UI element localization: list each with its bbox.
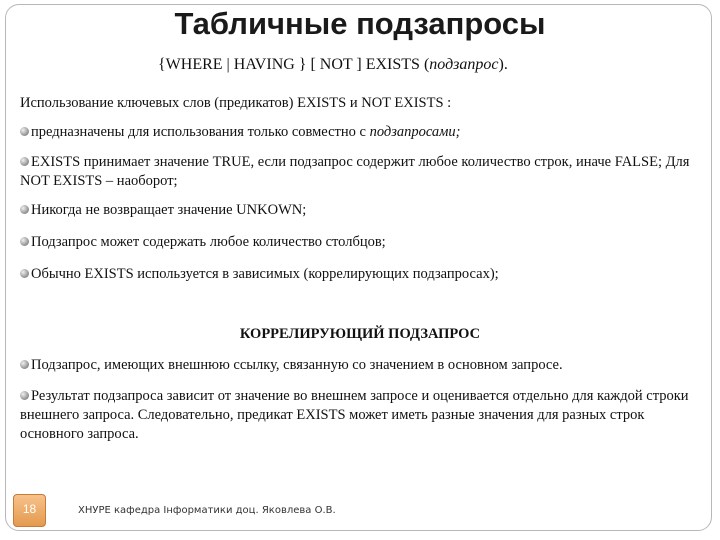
bullet-item [20,265,700,284]
bullet-icon [20,391,29,400]
page-number: 18 [22,502,37,516]
syntax-line [158,56,508,74]
bullet-item [20,123,700,142]
bullet-icon [20,205,29,214]
bullet-text: Обычно EXISTS используется в зависимых (коррелирующих подзапросах); [31,266,499,282]
bullet-italic-text: подзапросами; [369,124,461,140]
bullet-text: Подзапрос может содержать любое количество столбцов; [31,234,386,250]
bullet-item [20,153,700,191]
bullet-item [20,387,700,444]
bullet-text: Никогда не возвращает значение UNKOWN; [31,202,307,218]
bullet-icon [20,127,29,136]
slide-title: Табличные подзапросы [174,6,546,41]
bullet-icon [20,237,29,246]
intro-text: Использование ключевых слов (предикатов) EXISTS и NOT EXISTS : [20,95,452,111]
bullet-item [20,233,700,252]
section-heading: КОРРЕЛИРУЮЩИЙ ПОДЗАПРОС [239,326,481,342]
syntax-prefix: {WHERE | HAVING } [ NOT ] EXISTS ( [158,56,430,73]
page-number-badge [13,494,46,527]
bullet-icon [20,157,29,166]
bullet-text: Результат подзапроса зависит от значение во внешнем запросе и оценивается отдельно для каждой строки внешнего запроса. Следовательно, предикат EXISTS может иметь разные значения для разных строк основного запроса. [20,388,689,442]
syntax-italic: подзапрос [429,56,499,73]
bullet-text: Подзапрос, имеющих внешнюю ссылку, связанную со значением в основном запросе. [31,357,563,373]
syntax-suffix: ). [498,56,508,73]
bullet-text: EXISTS принимает значение TRUE, если подзапрос содержит любое количество строк, иначе FALSE; Для NOT EXISTS – наоборот; [20,154,690,189]
bullet-icon [20,360,29,369]
bullet-item [20,201,700,220]
bullet-icon [20,269,29,278]
bullet-text: предназначены для использования только совместно с [31,124,370,140]
footer-text: ХНУРЕ кафедра Інформатики доц. Яковлева О.В. [78,505,336,516]
bullet-item [20,356,700,375]
